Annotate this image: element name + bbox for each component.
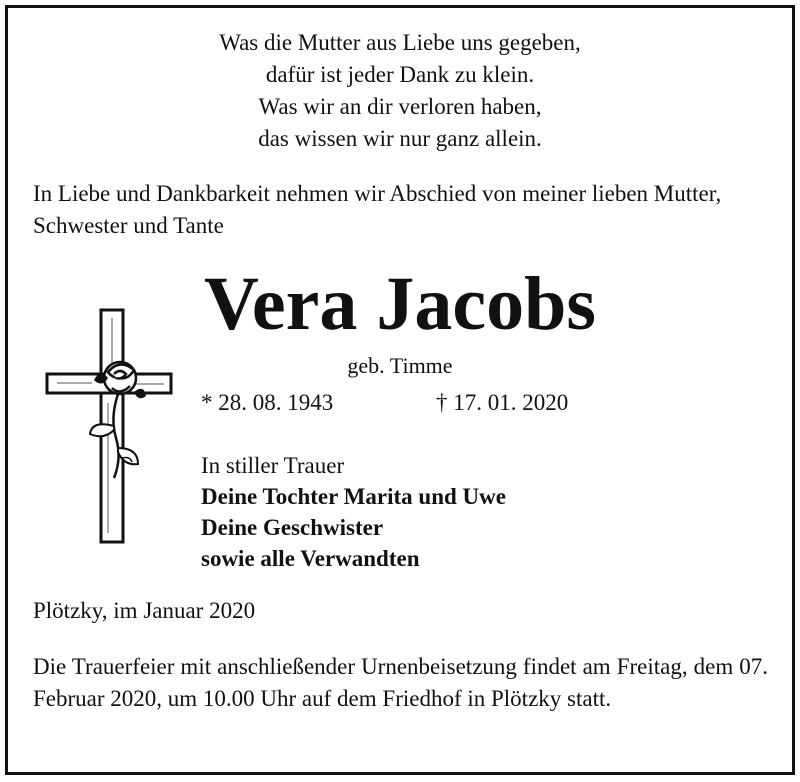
maiden-name: geb. Timme — [347, 353, 453, 378]
mourner-line: Deine Tochter Marita und Uwe — [201, 484, 506, 509]
mourning-heading: In stiller Trauer — [201, 453, 345, 478]
death-date: † 17. 01. 2020 — [436, 390, 569, 415]
mourners-block — [201, 450, 506, 574]
mourner-line: sowie alle Verwandten — [201, 546, 420, 571]
poem-line: dafür ist jeder Dank zu klein. — [265, 62, 535, 87]
poem-line: das wissen wir nur ganz allein. — [258, 126, 542, 151]
farewell-intro: In Liebe und Dankbarkeit nehmen wir Abschied von meiner lieben Mutter, Schwester und Tante — [33, 181, 722, 238]
funeral-notice: Die Trauerfeier mit anschließender Urnenbeisetzung findet am Freitag, dem 07. Februar 2020, um 10.00 Uhr auf dem Friedhof in Plötzky statt. — [33, 654, 768, 711]
cross-with-rose-icon — [42, 308, 176, 544]
birth-date: * 28. 08. 1943 — [201, 390, 334, 415]
place-and-date: Plötzky, im Januar 2020 — [33, 598, 256, 623]
poem-line: Was die Mutter aus Liebe uns gegeben, — [219, 30, 581, 55]
poem-line: Was wir an dir verloren haben, — [258, 94, 542, 119]
deceased-name: Vera Jacobs — [204, 262, 596, 346]
memorial-poem — [0, 27, 800, 155]
mourner-line: Deine Geschwister — [201, 515, 384, 540]
